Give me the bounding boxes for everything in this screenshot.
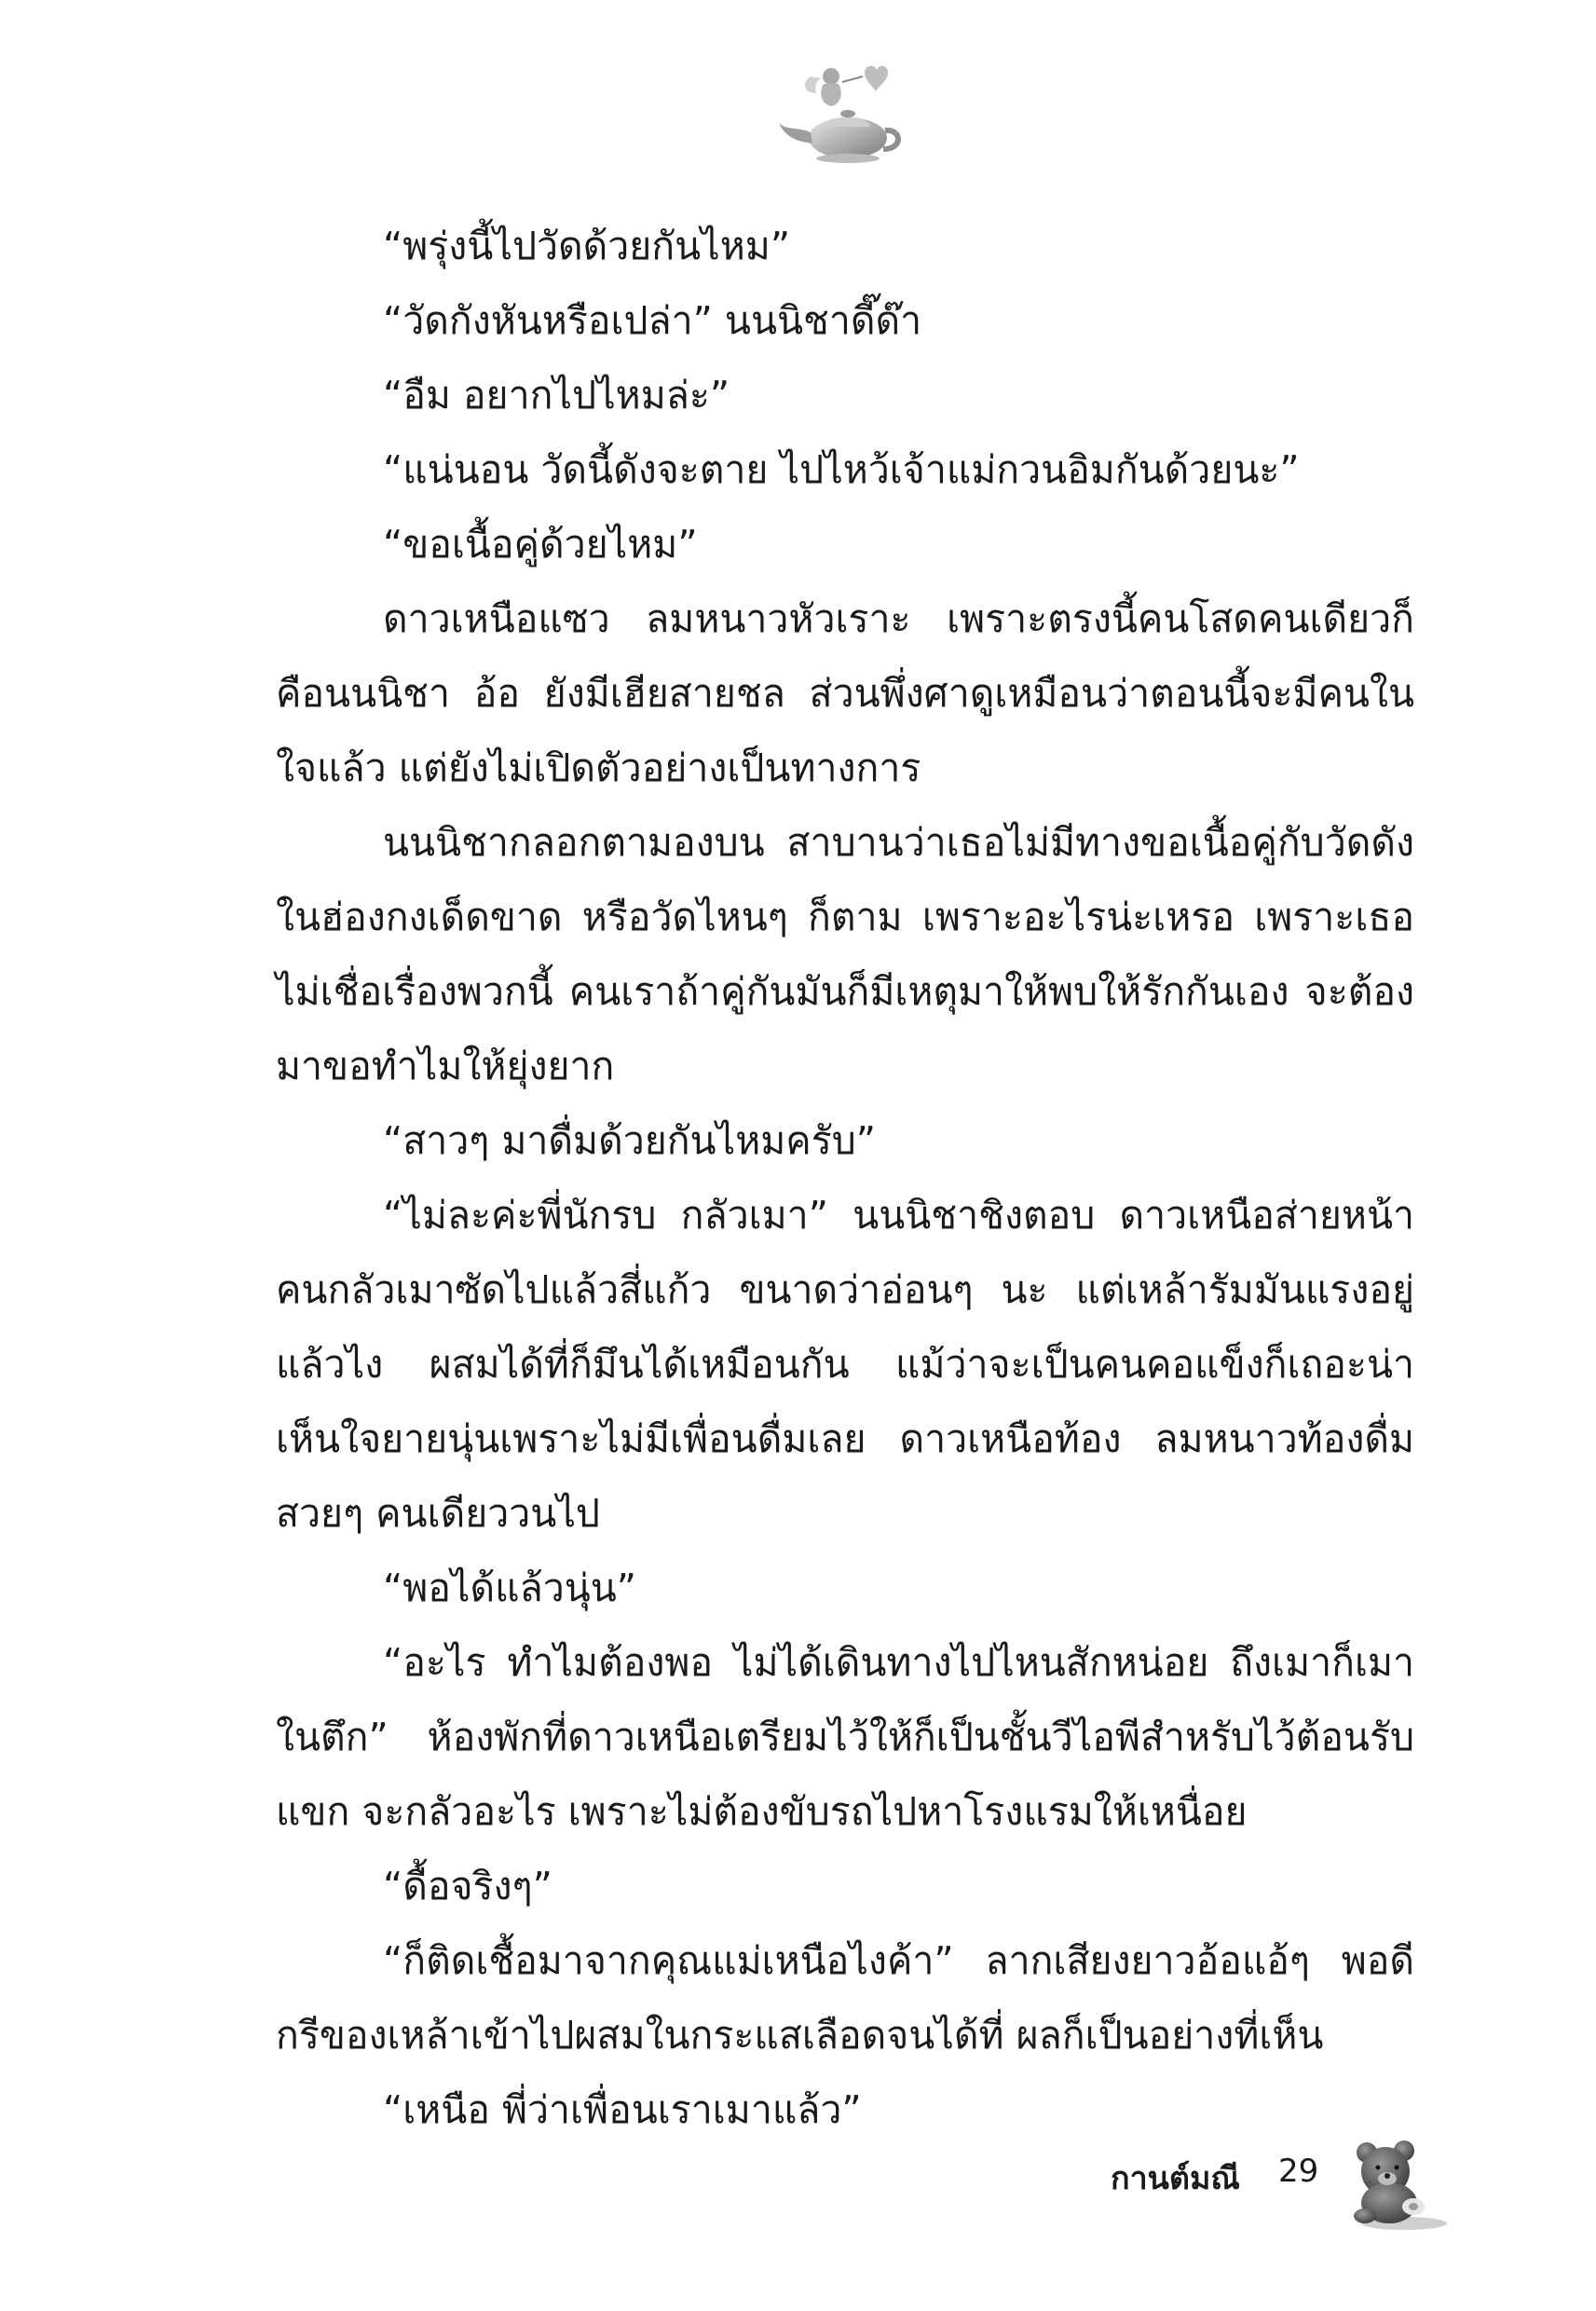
paragraph: “พรุ่งนี้ไปวัดด้วยกันไหม”: [383, 224, 791, 268]
paragraph: “เหนือ พี่ว่าเพื่อนเราเมาแล้ว”: [383, 2087, 862, 2132]
paragraph: “วัดกังหันหรือเปล่า” นนนิชาดี๊ด๊า: [383, 298, 922, 343]
paragraph: “ขอเนื้อคู่ด้วยไหม”: [383, 522, 698, 567]
paragraph: “สาวๆ มาดื่มด้วยกันไหมครับ”: [383, 1118, 876, 1163]
page-number: 29: [1278, 2153, 1319, 2190]
paragraph: “พอได้แล้วนุ่น”: [383, 1566, 637, 1610]
page-footer: [1071, 2138, 1444, 2249]
book-title: กานต์มณี: [1111, 2160, 1240, 2197]
paragraph: “ไม่ละค่ะพี่นักรบ กลัวเมา” นนนิชาชิงตอบ ดาวเหนือส่ายหน้าคนกลัวเมาซัดไปแล้วสี่แก้ว ขนาดว่าอ่อนๆ นะ แต่เหล้ารัมมันแรงอยู่แล้วไง ผสมได้ที่ก็มึนได้เหมือนกัน แม้ว่าจะเป็นคนคอแข็งก็เถอะน่าเห็นใจยายนุ่นเพราะไม่มีเพื่อนดื่มเลย ดาวเหนือท้อง ลมหนาวท้องดื่มสวยๆ คนเดียววนไป: [276, 1193, 1414, 1536]
paragraph: ดาวเหนือแซว ลมหนาวหัวเราะ เพราะตรงนี้คนโสดคนเดียวก็คือนนนิชา อ้อ ยังมีเฮียสายชล ส่วนพึ่งศาดูเหมือนว่าตอนนี้จะมีคนในใจแล้ว แต่ยังไม่เปิดตัวอย่างเป็นทางการ: [276, 596, 1414, 790]
paragraph: “อืม อยากไปไหมล่ะ”: [383, 373, 730, 417]
teapot-cupid-emblem-icon: [773, 56, 913, 168]
body-text: [276, 209, 1414, 2147]
paragraph: นนนิชากลอกตามองบน สาบานว่าเธอไม่มีทางขอเนื้อคู่กับวัดดังในฮ่องกงเด็ดขาด หรือวัดไหนๆ ก็ตาม เพราะอะไรน่ะเหรอ เพราะเธอไม่เชื่อเรื่องพวกนี้ คนเราถ้าคู่กันมันก็มีเหตุมาให้พบให้รักกันเอง จะต้องมาขอทำไมให้ยุ่งยาก: [276, 820, 1414, 1088]
paragraph: “อะไร ทำไมต้องพอ ไม่ได้เดินทางไปไหนสักหน่อย ถึงเมาก็เมาในตึก” ห้องพักที่ดาวเหนือเตรียมไว้ให้ก็เป็นชั้นวีไอพีสำหรับไว้ต้อนรับแขก จะกลัวอะไร เพราะไม่ต้องขับรถไปหาโรงแรมให้เหนื่อย: [276, 1640, 1414, 1834]
teddy-bear-icon: [1346, 2138, 1449, 2231]
paragraph: “แน่นอน วัดนี้ดังจะตาย ไปไหว้เจ้าแม่กวนอิมกันด้วยนะ”: [383, 447, 1300, 492]
paragraph: “ก็ติดเชื้อมาจากคุณแม่เหนือไงค้า” ลากเสียงยาวอ้อแอ้ๆ พอดีกรีของเหล้าเข้าไปผสมในกระแสเลือดจนได้ที่ ผลก็เป็นอย่างที่เห็น: [276, 1938, 1414, 2058]
paragraph: “ดื้อจริงๆ”: [383, 1864, 552, 1908]
